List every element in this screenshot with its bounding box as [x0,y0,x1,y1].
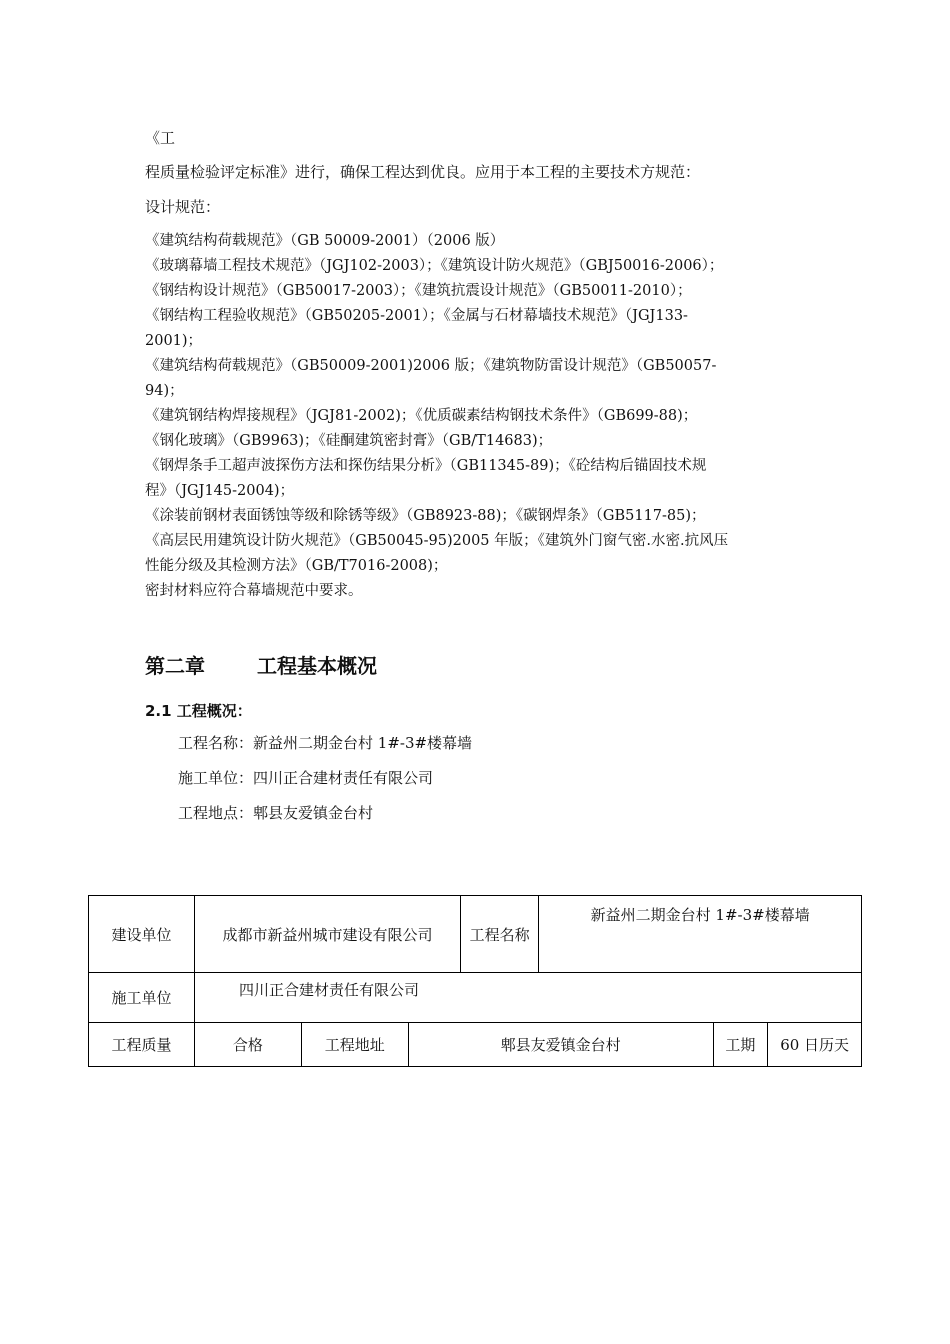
design-heading: 设计规范： [145,198,221,216]
reference-line: 《钢焊条手工超声波探伤方法和探伤结果分析》（GB11345-89)；《砼结构后锚固技术规 [145,458,707,474]
intro-line-2: 程质量检验评定标准》进行，确保工程达到优良。应用于本工程的主要技术方规范： [145,163,701,181]
reference-line: 《高层民用建筑设计防火规范》（GB50045-95)2005 年版；《建筑外门窗气密.水密.抗风压 [145,533,729,549]
reference-line: 《涂装前钢材表面锈蚀等级和除锈等级》（GB8923-88)；《碳钢焊条》（GB5117-85)； [145,508,706,524]
reference-line: 《建筑结构荷载规范》（GB50009-2001)2006 版；《建筑物防雷设计规范》（GB50057- [145,358,717,374]
location-line: 工程地点：郫县友爱镇金台村 [178,804,374,822]
table-label-cell: 工期 [713,1023,768,1067]
table-value-cell: 60 日历天 [768,1023,862,1067]
chapter-number: 第二章 [145,654,205,678]
table-label-cell: 施工单位 [89,973,195,1023]
table-row [89,1023,862,1067]
reference-line: 《建筑结构荷载规范》（GB 50009-2001）（2006 版） [145,233,505,249]
reference-line: 《钢化玻璃》（GB9963)；《硅酮建筑密封膏》（GB/T14683)； [145,433,553,449]
intro-line-1: 《工 [145,129,176,147]
reference-line: 《建筑钢结构焊接规程》（JGJ81-2002)；《优质碳素结构钢技术条件》（GB699-88)； [145,408,698,424]
table-value-cell: 四川正合建材责任有限公司 [194,973,861,1023]
table-row [89,896,862,973]
reference-line: 性能分级及其检测方法》（GB/T7016-2008)； [145,558,448,574]
reference-line: 《钢结构设计规范》（GB50017-2003）；《建筑抗震设计规范》（GB50011-2010）； [145,283,692,299]
reference-line: 《玻璃幕墙工程技术规范》（JGJ102-2003）；《建筑设计防火规范》（GBJ50016-2006）； [145,258,724,274]
reference-line: 程》（JGJ145-2004)； [145,483,295,499]
reference-line: 94)； [145,383,184,399]
reference-line: 《钢结构工程验收规范》（GB50205-2001）；《金属与石材幕墙技术规范》（JGJ133- [145,308,688,324]
table-label-cell: 工程质量 [89,1023,195,1067]
table-row [89,973,862,1023]
table-value-cell: 新益州二期金台村 1#-3#楼幕墙 [539,896,862,973]
table-value-cell: 郫县友爱镇金台村 [408,1023,713,1067]
table-value-cell: 成都市新益州城市建设有限公司 [194,896,460,973]
table-value-cell: 合格 [194,1023,301,1067]
table-label-cell: 工程名称 [460,896,538,973]
chapter-heading [145,650,377,679]
contractor-line: 施工单位：四川正合建材责任有限公司 [178,769,434,787]
table-label-cell: 建设单位 [89,896,195,973]
chapter-title: 工程基本概况 [257,654,377,678]
reference-list [145,229,810,604]
project-overview-table [88,895,862,1067]
project-name-line: 工程名称：新益州二期金台村 1#-3#楼幕墙 [178,734,473,752]
reference-line: 2001)； [145,333,203,349]
section-heading: 2.1 工程概况： [145,702,252,720]
reference-line: 密封材料应符合幕墙规范中要求。 [145,583,363,599]
table-label-cell: 工程地址 [301,1023,408,1067]
